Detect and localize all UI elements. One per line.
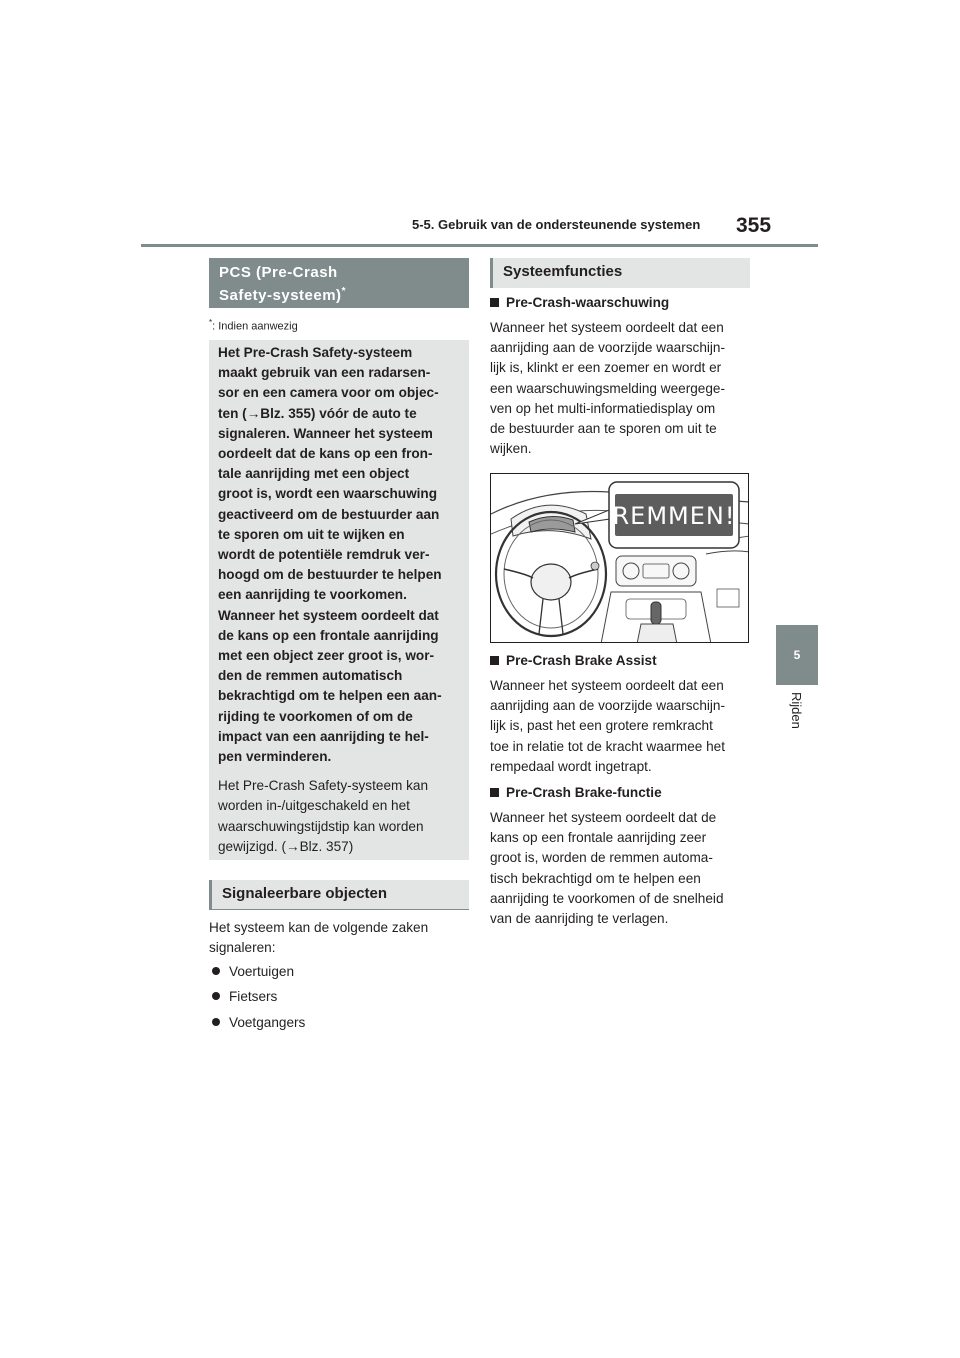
pcs-title-line2 bbox=[219, 282, 459, 305]
list-item bbox=[209, 1013, 305, 1033]
brake-function-text bbox=[490, 808, 750, 929]
warning-text-line: ven op het multi-informatiedisplay om bbox=[490, 400, 716, 416]
warning-text-line: een waarschuwingsmelding weergege- bbox=[490, 380, 726, 396]
signaleerbare-intro-line2: signaleren: bbox=[209, 940, 276, 956]
list-item-text: Voetgangers bbox=[229, 1015, 306, 1030]
pcs-title-line2-text: Safety-systeem) bbox=[219, 287, 342, 304]
pcs-intro-plain bbox=[218, 776, 460, 857]
brake-assist-text-line: toe in relatie tot de kracht waarmee het bbox=[490, 738, 725, 754]
pcs-intro-bold-line: te sporen om uit te wijken en bbox=[218, 526, 405, 542]
running-header: 5-5. Gebruik van de ondersteunende systemen bbox=[412, 217, 701, 232]
dashboard-drawing bbox=[491, 474, 749, 643]
pcs-intro-bold-line: Wanneer het systeem oordeelt dat bbox=[218, 607, 439, 623]
pcs-intro-bold-line: een aanrijding te voorkomen. bbox=[218, 587, 407, 603]
footnote bbox=[209, 318, 298, 333]
brake-function-text-line: tisch bekrachtigd om te helpen een bbox=[490, 870, 701, 886]
pcs-intro-plain-line: gewijzigd. (→Blz. 357) bbox=[218, 838, 354, 854]
pcs-intro-bold-line: Het Pre-Crash Safety-systeem bbox=[218, 345, 413, 360]
brake-assist-text-line: lijk is, past het een grotere remkracht bbox=[490, 718, 713, 734]
pcs-intro-bold-line: wordt de potentiële remdruk ver- bbox=[218, 547, 430, 563]
chapter-tab-label: Rijden bbox=[789, 692, 804, 729]
warning-text-line: aanrijding aan de voorzijde waarschijn- bbox=[490, 340, 726, 356]
pcs-intro-bold-line: signaleren. Wanneer het systeem bbox=[218, 425, 433, 441]
list-item-text: Fietsers bbox=[229, 989, 278, 1004]
pcs-intro-bold-line: pen verminderen. bbox=[218, 749, 332, 765]
pcs-title-line1: PCS (Pre-Crash bbox=[219, 264, 338, 281]
square-bullet-icon bbox=[490, 298, 499, 307]
pcs-intro-bold-line: de kans op een frontale aanrijding bbox=[218, 627, 439, 643]
footnote-mark: * bbox=[209, 318, 213, 327]
brake-assist-heading bbox=[490, 651, 657, 671]
brake-function-heading-text: Pre-Crash Brake-functie bbox=[506, 785, 662, 800]
systeemfuncties-heading: Systeemfuncties bbox=[490, 258, 750, 288]
list-item bbox=[209, 987, 277, 1007]
signaleerbare-heading: Signaleerbare objecten bbox=[209, 880, 469, 910]
brake-function-text-line: Wanneer het systeem oordeelt dat de bbox=[490, 810, 717, 825]
dashboard-illustration bbox=[490, 473, 749, 643]
list-item bbox=[209, 962, 294, 982]
brake-function-text-line: kans op een frontale aanrijding zeer bbox=[490, 830, 707, 846]
pcs-intro-bold-line: geactiveerd om de bestuurder aan bbox=[218, 506, 440, 522]
brake-assist-text-line: aanrijding aan de voorzijde waarschijn- bbox=[490, 698, 726, 714]
pcs-intro-bold-line: oordeelt dat de kans op een fron- bbox=[218, 446, 433, 462]
brake-assist-heading-text: Pre-Crash Brake Assist bbox=[506, 653, 657, 668]
chapter-tab[interactable]: 5 bbox=[776, 625, 818, 685]
pcs-intro-bold-line: rijding te voorkomen of om de bbox=[218, 708, 413, 724]
pcs-intro-plain-line: waarschuwingstijdstip kan worden bbox=[218, 818, 424, 834]
pcs-intro-plain-line: worden in-/uitgeschakeld en het bbox=[218, 798, 410, 814]
square-bullet-icon bbox=[490, 788, 499, 797]
pcs-intro-plain-line: Het Pre-Crash Safety-systeem kan bbox=[218, 778, 429, 794]
warning-heading bbox=[490, 293, 669, 313]
pcs-intro-box bbox=[209, 340, 469, 860]
bullet-dot bbox=[212, 1018, 220, 1026]
brake-assist-text bbox=[490, 676, 750, 777]
warning-text bbox=[490, 318, 750, 459]
square-bullet-icon bbox=[490, 656, 499, 665]
pcs-intro-bold-line: sor en een camera voor om objec- bbox=[218, 385, 439, 401]
pcs-intro-bold-line: den de remmen automatisch bbox=[218, 668, 403, 684]
warning-text-line: lijk is, klinkt er een zoemer en wordt er bbox=[490, 360, 722, 376]
remmen-warning-text: REMMEN! bbox=[612, 502, 736, 530]
pcs-intro-bold bbox=[218, 343, 460, 767]
warning-text-line: Wanneer het systeem oordeelt dat een bbox=[490, 320, 724, 335]
signaleerbare-intro-line1: Het systeem kan de volgende zaken bbox=[209, 920, 429, 935]
warning-text-line: de bestuurder aan te sporen om uit te bbox=[490, 421, 717, 437]
page-number: 355 bbox=[736, 214, 772, 237]
pcs-intro-bold-line: tale aanrijding met een object bbox=[218, 466, 410, 482]
pcs-intro-bold-line: ten (→Blz. 355) vóór de auto te bbox=[218, 405, 417, 421]
pcs-intro-bold-line: bekrachtigd om te helpen een aan- bbox=[218, 688, 442, 704]
pcs-intro-bold-line: impact van een aanrijding te hel- bbox=[218, 728, 429, 744]
warning-text-line: wijken. bbox=[490, 441, 532, 457]
brake-assist-text-line: Wanneer het systeem oordeelt dat een bbox=[490, 678, 724, 693]
brake-function-text-line: aanrijding te voorkomen of de snelheid bbox=[490, 890, 724, 906]
list-item-text: Voertuigen bbox=[229, 964, 295, 979]
brake-function-text-line: groot is, worden de remmen automa- bbox=[490, 850, 713, 866]
chapter-tab-label-wrap bbox=[778, 692, 818, 742]
brake-function-text-line: van de aanrijding te verlagen. bbox=[490, 911, 669, 927]
pcs-intro-bold-line: groot is, wordt een waarschuwing bbox=[218, 486, 438, 502]
bullet-dot bbox=[212, 992, 220, 1000]
pcs-title-box bbox=[209, 258, 469, 308]
brake-function-heading bbox=[490, 783, 662, 803]
brake-assist-text-line: rempedaal wordt ingetrapt. bbox=[490, 758, 652, 774]
footnote-text: : Indien aanwezig bbox=[212, 320, 298, 333]
pcs-intro-bold-line: maakt gebruik van een radarsen- bbox=[218, 365, 431, 381]
header-rule bbox=[141, 244, 818, 247]
pcs-title-asterisk: * bbox=[341, 286, 346, 297]
signaleerbare-intro bbox=[209, 918, 469, 958]
warning-heading-text: Pre-Crash-waarschuwing bbox=[506, 295, 670, 310]
pcs-intro-bold-line: hoogd om de bestuurder te helpen bbox=[218, 567, 442, 583]
bullet-dot bbox=[212, 967, 220, 975]
pcs-intro-bold-line: met een object zeer groot is, wor- bbox=[218, 648, 435, 664]
